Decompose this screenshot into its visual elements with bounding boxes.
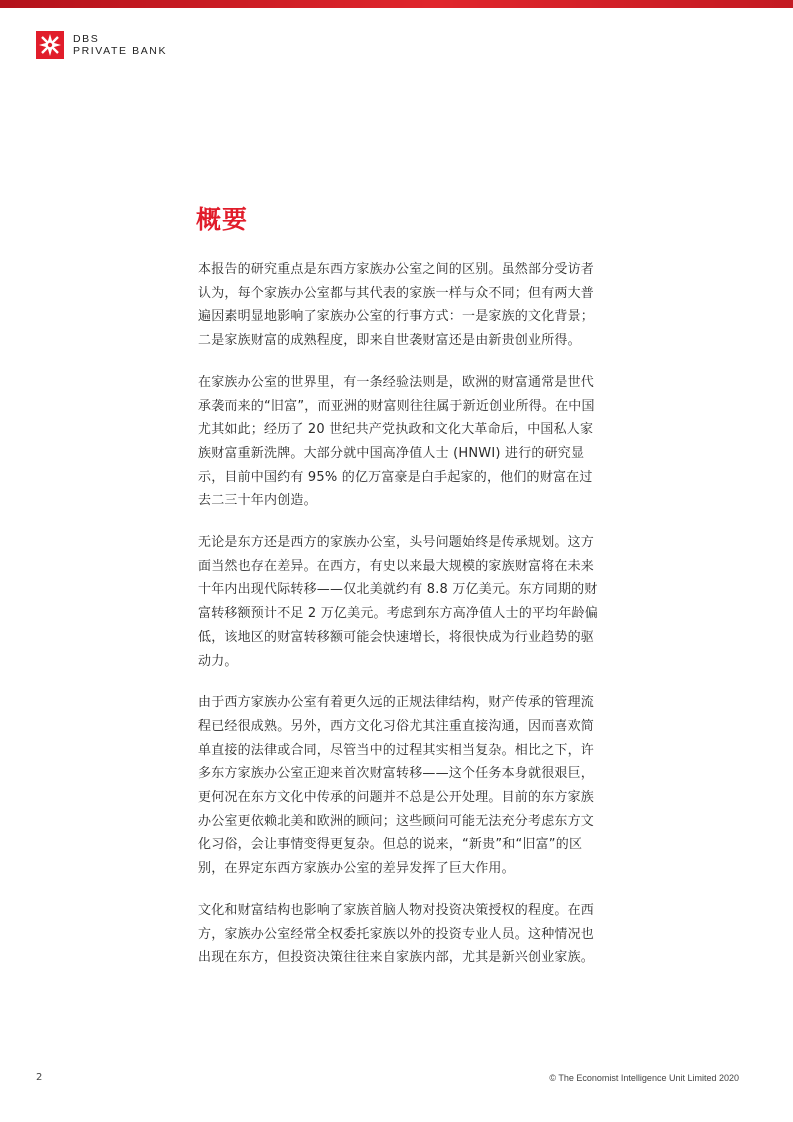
paragraph-1: 本报告的研究重点是东西方家族办公室之间的区别。虽然部分受访者认为，每个家族办公室都与其代表的家族一样与众不同；但有两大普遍因素明显地影响了家族办公室的行事方式：一是家族的文化背景；二是家族财富的成熟程度，即来自世袭财富还是由新贵创业所得。 (198, 262, 595, 349)
top-accent-bar (0, 0, 793, 8)
paragraph-4: 由于西方家族办公室有着更久远的正规法律结构，财产传承的管理流程已经很成熟。另外，西方文化习俗尤其注重直接沟通，因而喜欢简单直接的法律或合同，尽管当中的过程其实相当复杂。相比之下，许多东方家族办公室正迎来首次财富转移——这个任务本身就很艰巨，更何况在东方文化中传承的问题并不总是公开处理。目前的东方家族办公室更依赖北美和欧洲的顾问；这些顾问可能无法充分考虑东方文化习俗，会让事情变得更复杂。但总的说来，“新贵”和“旧富”的区别，在界定东西方家族办公室的差异发挥了巨大作用。 (198, 695, 595, 877)
paragraph-3: 无论是东方还是西方的家族办公室，头号问题始终是传承规划。这方面当然也存在差异。在西方，有史以来最大规模的家族财富将在未来十年内出现代际转移——仅北美就约有 8.8 万亿美元。东方同期的财富转移额预计不足 2 万亿美元。考虑到东方高净值人士的平均年龄偏低，该地区的财富转移额可能会快速增长，将很快成为行业趋势的驱动力。 (198, 535, 598, 669)
page-number: 2 (36, 1072, 43, 1083)
brand-line-1: DBS (73, 33, 100, 45)
body-text (198, 258, 598, 988)
paragraph-5: 文化和财富结构也影响了家族首脑人物对投资决策授权的程度。在西方，家族办公室经常全权委托家族以外的投资专业人员。这种情况也出现在东方，但投资决策往往来自家族内部，尤其是新兴创业家族。 (198, 902, 595, 966)
brand-logo (36, 31, 167, 59)
paragraph-2: 在家族办公室的世界里，有一条经验法则是，欧洲的财富通常是世代承袭而来的“旧富”，而亚洲的财富则往往属于新近创业所得。在中国尤其如此；经历了 20 世纪共产党执政和文化大革命后，中国私人家族财富重新洗牌。大部分就中国高净值人士 (HNWI) 进行的研究显示，目前中国约有 95% 的亿万富豪是白手起家的，他们的财富在过去二三十年内创造。 (198, 374, 595, 509)
dbs-star-logo-icon (36, 31, 64, 59)
brand-name (73, 33, 167, 57)
page-title: 概要 (196, 205, 249, 234)
brand-line-2: PRIVATE BANK (73, 45, 168, 57)
copyright-notice: © The Economist Intelligence Unit Limited 2020 (549, 1073, 739, 1083)
